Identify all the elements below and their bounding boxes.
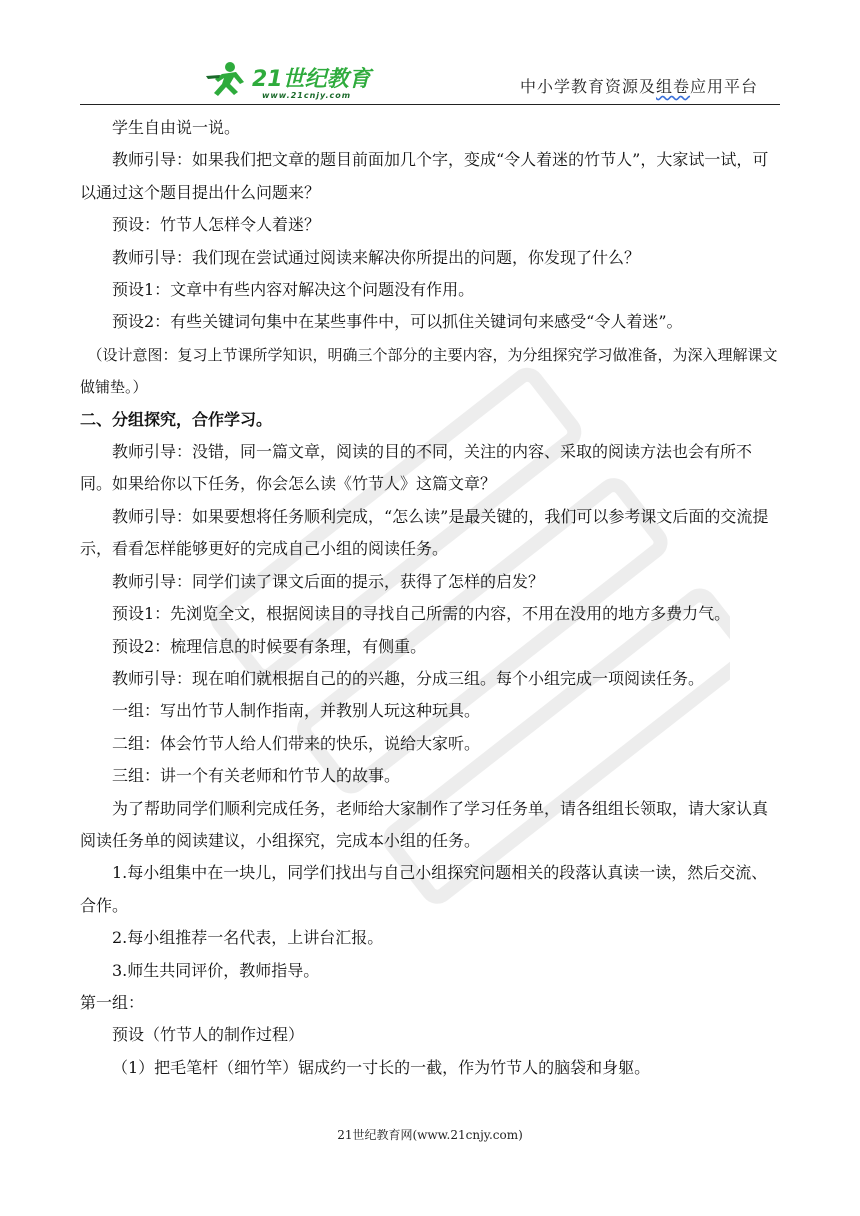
paragraph: 为了帮助同学们顺利完成任务，老师给大家制作了学习任务单，请各组组长领取，请大家认真阅读任务单的阅读建议，小组探究，完成本小组的任务。 <box>80 798 769 850</box>
paragraph: 学生自由说一说。 <box>112 118 241 137</box>
runner-logo-icon <box>200 60 440 100</box>
group-task: 一组：写出竹节人制作指南，并教别人玩这种玩具。 <box>112 701 481 721</box>
site-logo <box>200 60 440 100</box>
paragraph: 教师引导：同学们读了课文后面的提示，获得了怎样的启发？ <box>112 571 545 591</box>
paragraph: 教师引导：现在咱们就根据自己的的兴趣，分成三组。每个小组完成一项阅读任务。 <box>112 668 705 688</box>
group-label: 第一组： <box>80 992 145 1012</box>
paragraph: 预设2：梳理信息的时候要有条理，有侧重。 <box>112 636 427 656</box>
paragraph: 教师引导：我们现在尝试通过阅读来解决你所提出的问题，你发现了什么？ <box>112 247 641 267</box>
group-task: 二组：体会竹节人给人们带来的快乐，说给大家听。 <box>112 733 481 753</box>
paragraph: 预设（竹节人的制作过程） <box>112 1025 305 1045</box>
page-footer: 21世纪教育网(www.21cnjy.com) <box>337 1128 523 1142</box>
numbered-step: 2.每小组推荐一名代表，上讲台汇报。 <box>112 928 384 948</box>
paragraph: 预设1：文章中有些内容对解决这个问题没有作用。 <box>112 280 475 300</box>
paragraph: 教师引导：没错，同一篇文章，阅读的目的不同，关注的内容、采取的阅读方法也会有所不同。如果给你以下任务，你会怎么读《竹节人》这篇文章？ <box>80 442 753 494</box>
svg-text:www.21cnjy.com: www.21cnjy.com <box>262 91 352 100</box>
paragraph: 教师引导：如果我们把文章的题目前面加几个字，变成“令人着迷的竹节人”，大家试一试，可以通过这个题目提出什么问题来？ <box>80 150 769 202</box>
platform-title-underlined: 组卷 <box>656 77 691 96</box>
platform-title <box>520 74 758 97</box>
svg-text:21世纪教育: 21世纪教育 <box>252 67 371 92</box>
numbered-step: 1.每小组集中在一块儿，同学们找出与自己小组探究问题相关的段落认真读一读，然后交流、合作。 <box>80 863 768 915</box>
paragraph: 预设2：有些关键词句集中在某些事件中，可以抓住关键词句来感受“令人着迷”。 <box>112 312 683 332</box>
document-body <box>80 112 780 1084</box>
page-header <box>80 58 780 105</box>
paragraph: 预设：竹节人怎样令人着迷？ <box>112 215 321 235</box>
group-task: 三组：讲一个有关老师和竹节人的故事。 <box>112 766 401 786</box>
paragraph: （1）把毛笔杆（细竹竿）锯成约一寸长的一截，作为竹节人的脑袋和身躯。 <box>112 1057 651 1077</box>
paragraph: 教师引导：如果要想将任务顺利完成，“怎么读”是最关键的，我们可以参考课文后面的交流提示，看看怎样能够更好的完成自己小组的阅读任务。 <box>80 506 769 559</box>
platform-title-prefix: 中小学教育资源及 <box>520 77 657 96</box>
section-heading: 二、分组探究，合作学习。 <box>80 409 273 429</box>
numbered-step: 3.师生共同评价，教师指导。 <box>112 960 320 980</box>
platform-title-suffix: 应用平台 <box>690 77 759 96</box>
design-intent-note: （设计意图：复习上节课所学知识，明确三个部分的主要内容，为分组探究学习做准备，为深入理解课文做铺垫。） <box>80 345 778 397</box>
paragraph: 预设1：先浏览全文，根据阅读目的寻找自己所需的内容，不用在没用的地方多费力气。 <box>112 604 731 624</box>
